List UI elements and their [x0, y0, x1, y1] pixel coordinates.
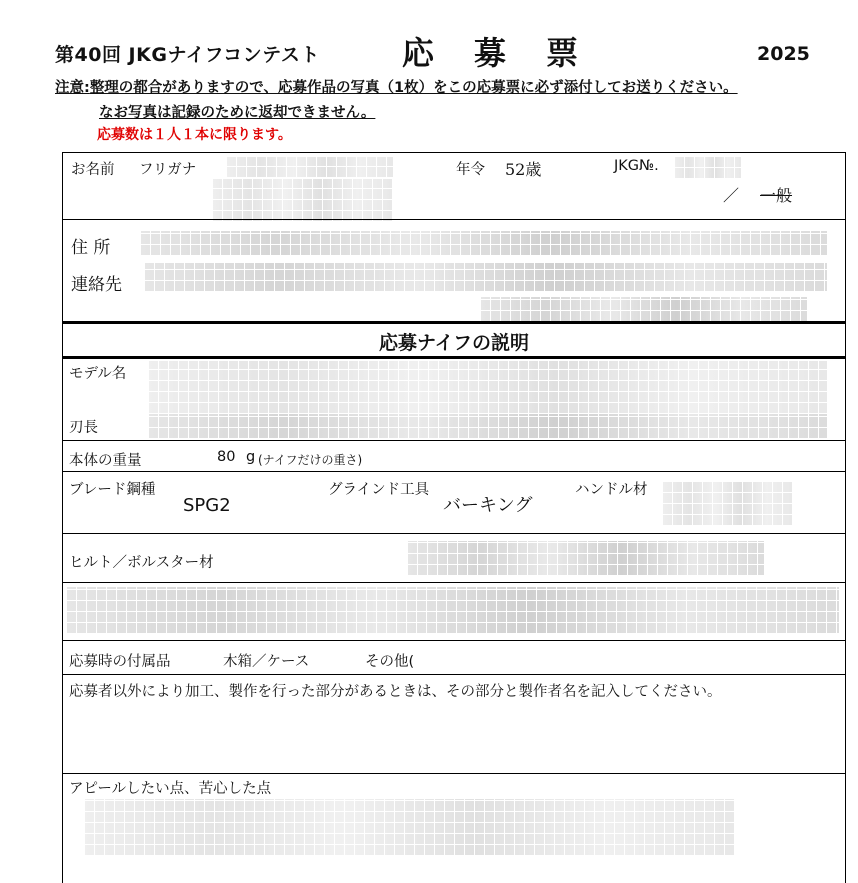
address-redacted	[141, 231, 827, 255]
jkg-number-redacted	[675, 156, 741, 178]
grind-tool-value: バーキング	[443, 495, 533, 516]
address-label: 住 所	[71, 238, 111, 258]
general-member: 一般	[760, 186, 793, 205]
weight-unit: g	[246, 449, 256, 465]
age-value: 52歳	[505, 160, 542, 179]
accessories-label: 応募時の付属品	[69, 654, 171, 670]
hilt-bolster-redacted	[408, 541, 764, 575]
weight-note: (ナイフだけの重さ)	[258, 453, 363, 467]
model-name-redacted	[149, 361, 827, 413]
description-redacted	[67, 587, 839, 633]
grind-tool-label: グラインド工具	[328, 482, 430, 498]
blade-length-label: 刃長	[69, 420, 98, 436]
blade-steel-label: ブレード鋼種	[69, 482, 156, 498]
slash-separator: ／	[723, 186, 740, 205]
section-title: 応募ナイフの説明	[378, 332, 530, 354]
furigana-label: フリガナ	[139, 162, 197, 178]
weight-value: 80	[217, 449, 236, 465]
notice-label: 注意:	[55, 80, 90, 96]
accessories-other: その他(	[365, 654, 415, 670]
notice-text: 整理の都合がありますので、応募作品の写真（1枚）をこの応募票に必ず添付してお送りください。	[89, 80, 738, 96]
notice-line-1	[55, 76, 738, 97]
third-party-note: 応募者以外により加工、製作を行った部分があるときは、その部分と製作者名を記入してください。	[69, 684, 722, 700]
contact-redacted	[145, 263, 827, 291]
contact-redacted-2	[481, 297, 807, 321]
entry-form	[62, 152, 846, 883]
furigana-redacted	[227, 157, 393, 177]
appeal-redacted	[85, 799, 735, 855]
appeal-label: アピールしたい点、苦心した点	[69, 781, 272, 797]
entry-limit-notice: 応募数は１人１本に限ります。	[97, 127, 292, 143]
handle-material-label: ハンドル材	[575, 482, 648, 498]
contest-year: 2025	[757, 43, 810, 65]
name-redacted	[213, 179, 393, 221]
accessories-options: 木箱／ケース	[223, 654, 310, 670]
page-title: 応募票	[402, 34, 619, 72]
model-name-label: モデル名	[69, 366, 127, 382]
name-label: お名前	[71, 162, 115, 178]
notice-line-2: なお写真は記録のために返却できません。	[99, 105, 376, 121]
jkg-number-label: JKG№.	[614, 158, 659, 174]
handle-material-redacted	[663, 481, 793, 525]
weight-label: 本体の重量	[69, 453, 142, 469]
contest-name: 第40回 JKGナイフコンテスト	[55, 44, 320, 66]
hilt-bolster-label: ヒルト／ボルスター材	[69, 555, 214, 571]
blade-steel-value: SPG2	[183, 495, 231, 516]
contact-label: 連絡先	[71, 275, 122, 295]
age-label: 年令	[456, 162, 485, 178]
blade-length-redacted	[149, 414, 827, 438]
